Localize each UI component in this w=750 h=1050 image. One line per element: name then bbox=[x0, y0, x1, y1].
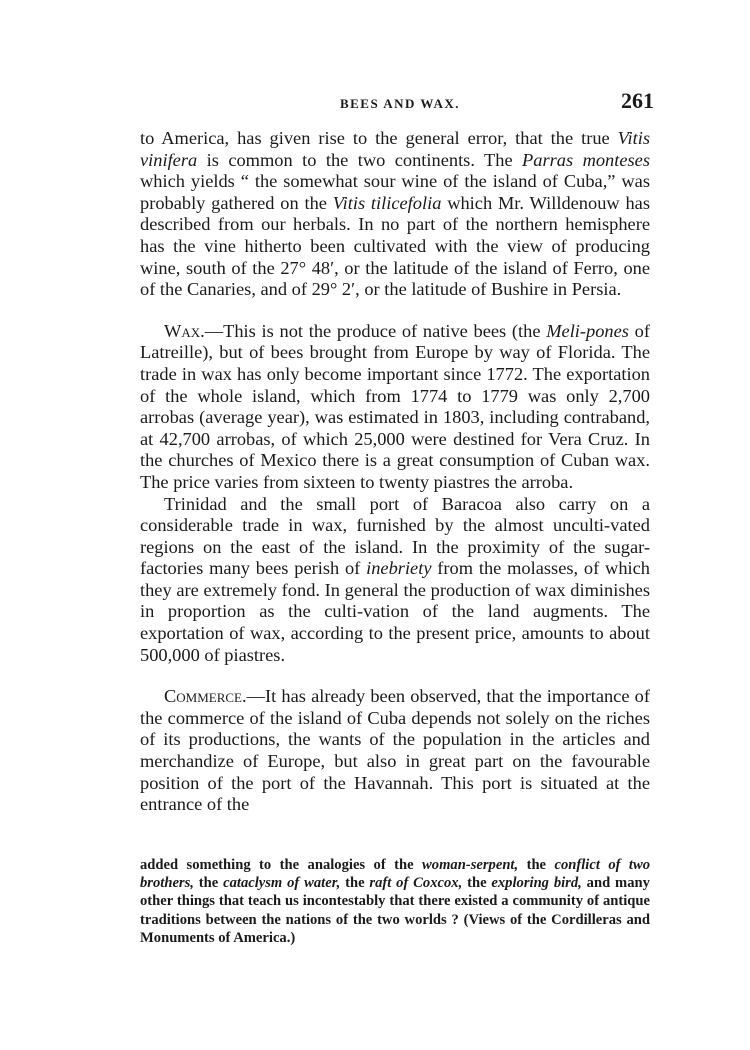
italic-term: woman-serpent, bbox=[422, 857, 519, 873]
italic-term: exploring bird, bbox=[491, 875, 582, 892]
text-run: Trinidad and the small port of Baracoa also carry on a considerable trade in wax, furnished by the almost unculti-vated regions on the east of the island. In the proximity of the sugar-factories many bees perish of bbox=[140, 493, 650, 579]
page-header bbox=[140, 88, 660, 124]
text-run: and many other things that teach us incontestably that there existed a community of antique traditions between the nations of the two worlds ? (Views of the Cordilleras and Monuments of America.) bbox=[140, 875, 650, 946]
italic-term: Vitis tilicefolia bbox=[332, 192, 442, 213]
text-run: the bbox=[518, 857, 555, 873]
text-run: the bbox=[340, 875, 370, 892]
text-run: which Mr. Willdenouw has described from our herbals. In no part of the northern hemisphere has the vine hitherto been cultivated with the view of producing wine, south of the 27° 48′, or the latitude of the island of Ferro, one of the Canaries, and of 29° 2′, or the latitude of Bushire in Persia. bbox=[140, 192, 650, 300]
text-run: is common to the two continents. The bbox=[197, 149, 523, 170]
italic-term: inebriety bbox=[366, 558, 432, 579]
text-run: to America, has given rise to the general error, that the true bbox=[140, 128, 610, 148]
text-run: the bbox=[462, 875, 492, 892]
paragraph-vine bbox=[140, 128, 650, 301]
italic-term: Parras monteses bbox=[522, 149, 650, 170]
italic-term: Meli-pones bbox=[546, 320, 629, 341]
paragraph-trinidad bbox=[140, 494, 650, 667]
italic-term: raft of Coxcox, bbox=[369, 875, 463, 892]
footnote-text bbox=[140, 856, 650, 947]
text-run: of Latreille), but of bees brought from Europe by way of Florida. The trade in wax has only become important since 1772. The exportation of the whole island, which from 1774 to 1779 was only 2,700 arrobas (average year), was estimated in 1803, including contraband, at 42,700 arrobas, of which 25,000 were destined for Vera Cruz. In the churches of Mexico there is a great consumption of Cuban wax. The price varies from sixteen to twenty piastres the arroba. bbox=[140, 320, 650, 492]
section-heading-wax: Wax. bbox=[164, 320, 205, 341]
text-run: which yields “ the somewhat sour wine of the island of Cuba,” was probably gathered on the bbox=[140, 171, 650, 213]
running-head: BEES AND WAX. bbox=[339, 96, 461, 111]
paragraph-wax bbox=[140, 321, 650, 494]
italic-term: Vitis vinifera bbox=[140, 128, 650, 170]
text-run: added something to the analogies of the bbox=[140, 857, 423, 873]
page-number: 261 bbox=[621, 88, 654, 113]
text-run: —It has already been observed, that the importance of the commerce of the island of Cuba depends not solely on the riches of its productions, the wants of the population in the articles and merchandize of Europe, but also in great part on the favourable position of the port of the Havannah. This port is situated at the entrance of the bbox=[140, 686, 650, 815]
text-run: —This is not the produce of native bees (the bbox=[204, 320, 547, 341]
text-run: from the molasses, of which they are extremely fond. In general the production of wax diminishes in proportion as the culti-vation of the land augments. The exportation of wax, according to the present price, amounts to about 500,000 of piastres. bbox=[140, 558, 650, 665]
paragraph-commerce bbox=[140, 686, 650, 816]
section-heading-commerce: Commerce. bbox=[164, 686, 247, 707]
footnote bbox=[140, 856, 650, 947]
main-text bbox=[140, 128, 650, 816]
text-run: the bbox=[193, 875, 224, 892]
italic-term: conflict of two brothers, bbox=[140, 857, 650, 892]
italic-term: cataclysm of water, bbox=[223, 875, 341, 892]
